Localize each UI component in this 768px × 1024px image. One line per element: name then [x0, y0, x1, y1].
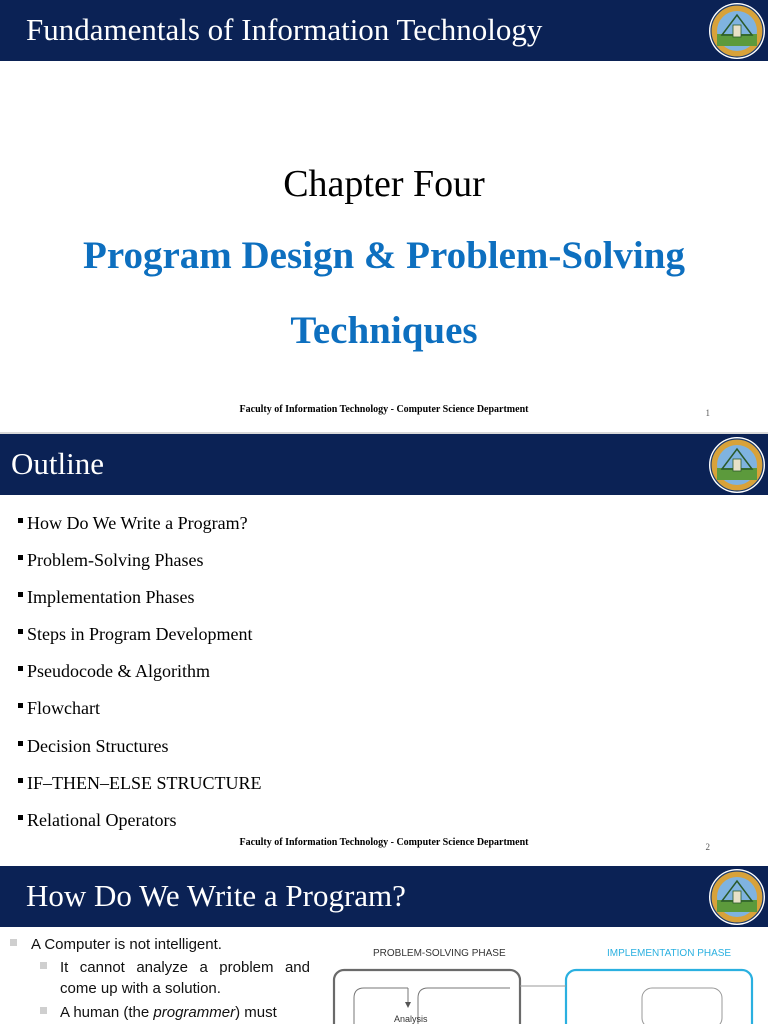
program-phases-diagram	[330, 944, 768, 1024]
square-bullet-icon	[10, 939, 17, 946]
slide-1	[0, 0, 768, 432]
outline-item: Decision Structures	[18, 735, 262, 772]
chapter-heading: Chapter Four	[283, 163, 485, 205]
slide-header	[0, 866, 768, 929]
analysis-node-label: Analysis	[394, 1014, 428, 1024]
slide-2	[0, 434, 768, 866]
outline-item: Relational Operators	[18, 809, 262, 846]
slide-footer: Faculty of Information Technology - Computer Science Department	[239, 404, 529, 415]
outline-item: Flowchart	[18, 697, 262, 734]
chapter-title-line-2: Techniques	[290, 309, 478, 352]
slide-header	[0, 0, 768, 63]
outline-item: Steps in Program Development	[18, 623, 262, 660]
outline-item: IF–THEN–ELSE STRUCTURE	[18, 772, 262, 809]
university-logo-icon	[708, 1, 766, 61]
square-bullet-icon	[40, 962, 47, 969]
bullet-item: A Computer is not intelligent.	[10, 936, 310, 953]
slide-body-text	[10, 936, 310, 1024]
outline-list	[18, 512, 262, 846]
outline-item: Pseudocode & Algorithm	[18, 660, 262, 697]
chapter-title-line-1: Program Design & Problem-Solving	[83, 234, 685, 277]
section-title: How Do We Write a Program?	[26, 878, 406, 913]
phase-boxes	[330, 944, 768, 1024]
implementation-phase-label: IMPLEMENTATION PHASE	[607, 948, 732, 959]
outline-title: Outline	[11, 446, 104, 481]
sub-bullet-item: It cannot analyze a problem and come up with a solution.	[10, 957, 310, 999]
sub-bullet-item: A human (the programmer) must	[10, 1002, 310, 1023]
page-number: 1	[705, 408, 710, 418]
outline-item: Problem-Solving Phases	[18, 549, 262, 586]
university-logo-icon	[708, 435, 766, 495]
outline-item: Implementation Phases	[18, 586, 262, 623]
university-logo-icon	[708, 867, 766, 927]
square-bullet-icon	[40, 1007, 47, 1014]
problem-solving-phase-label: PROBLEM-SOLVING PHASE	[373, 948, 506, 959]
slide-footer: Faculty of Information Technology - Computer Science Department	[239, 837, 529, 848]
course-title: Fundamentals of Information Technology	[26, 12, 543, 47]
outline-item: How Do We Write a Program?	[18, 512, 262, 549]
page-number: 2	[705, 842, 710, 852]
slide-3	[0, 866, 768, 1024]
slide-header	[0, 434, 768, 497]
